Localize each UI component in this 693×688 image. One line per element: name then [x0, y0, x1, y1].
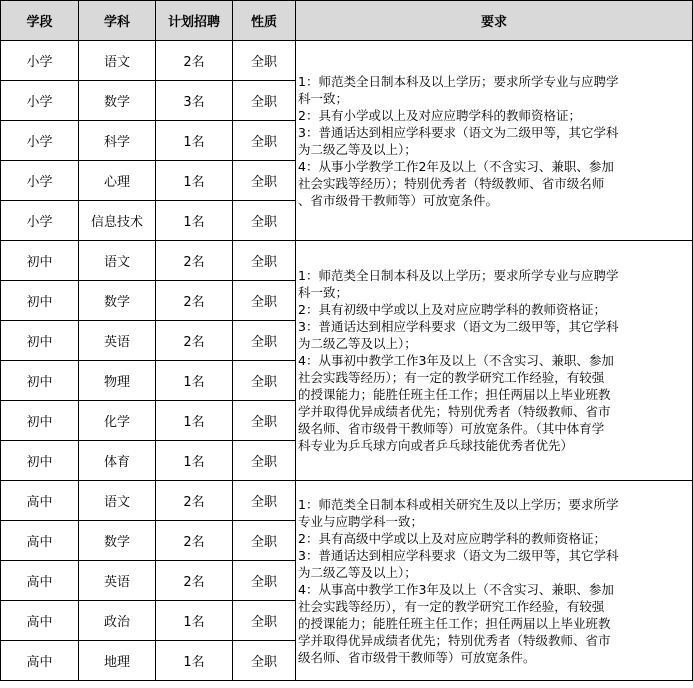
stage-cell: 小学	[1, 121, 79, 161]
stage-cell: 初中	[1, 401, 79, 441]
type-cell: 全职	[233, 201, 296, 241]
requirement-line: 4：从事小学教学工作2年及以上（不含实习、兼职、参加	[298, 158, 614, 174]
type-cell: 全职	[233, 441, 296, 481]
header-row	[1, 1, 693, 41]
requirement-line: 3：普通话达到相应学科要求（语文为二级甲等，其它学科	[298, 124, 619, 140]
requirement-line: 1：师范类全日制本科或相关研究生及以上学历；要求所学	[298, 496, 619, 512]
stage-cell: 初中	[1, 441, 79, 481]
requirement-line: 科一致；	[298, 285, 349, 300]
type-cell: 全职	[233, 401, 296, 441]
subject-cell: 数学	[79, 521, 156, 561]
count-cell: 2名	[156, 521, 233, 561]
header-planned-count: 计划招聘	[156, 1, 233, 41]
stage-cell: 小学	[1, 41, 79, 81]
header-subject: 学科	[79, 1, 156, 41]
count-cell: 1名	[156, 641, 233, 681]
count-cell: 2名	[156, 41, 233, 81]
requirement-line: 为二级乙等及以上）；	[298, 336, 417, 351]
stage-cell: 初中	[1, 361, 79, 401]
requirement-line: 级名师、省市级骨干教师等）可放宽条件。	[298, 649, 536, 665]
type-cell: 全职	[233, 281, 296, 321]
table-row	[1, 241, 693, 281]
count-cell: 1名	[156, 401, 233, 441]
requirement-line: 1：师范类全日制本科及以上学历；要求所学专业与应聘学	[298, 268, 619, 283]
count-cell: 2名	[156, 241, 233, 281]
type-cell: 全职	[233, 321, 296, 361]
stage-cell: 初中	[1, 241, 79, 281]
count-cell: 1名	[156, 601, 233, 641]
requirements-cell	[296, 481, 693, 681]
count-cell: 3名	[156, 81, 233, 121]
type-cell: 全职	[233, 601, 296, 641]
type-cell: 全职	[233, 361, 296, 401]
subject-cell: 体育	[79, 441, 156, 481]
subject-cell: 语文	[79, 241, 156, 281]
requirement-line: 专业与应聘学科一致；	[298, 513, 424, 529]
subject-cell: 英语	[79, 321, 156, 361]
requirement-line: 级名师、省市级骨干教师等）可放宽条件。（其中体育学	[298, 421, 605, 436]
requirement-line: 学并取得优异成绩者优先；特别优秀者（特级教师、省市	[298, 404, 611, 419]
subject-cell: 数学	[79, 81, 156, 121]
requirement-line: 2：具有高级中学或以上及对应应聘学科的教师资格证；	[298, 530, 606, 546]
requirement-line: 的授课能力；能胜任班主任工作；担任两届以上毕业班教	[298, 387, 611, 402]
requirement-line: 为二级乙等及以上）；	[298, 564, 417, 580]
stage-cell: 高中	[1, 561, 79, 601]
count-cell: 2名	[156, 281, 233, 321]
stage-cell: 初中	[1, 321, 79, 361]
requirement-line: 2：具有初级中学或以上及对应应聘学科的教师资格证；	[298, 302, 606, 317]
stage-cell: 初中	[1, 281, 79, 321]
type-cell: 全职	[233, 641, 296, 681]
requirement-line: 社会实践等经历）；特别优秀者（特级教师、省市级名师	[298, 175, 605, 191]
subject-cell: 政治	[79, 601, 156, 641]
requirement-line: 、省市级骨干教师等）可放宽条件。	[298, 192, 499, 208]
subject-cell: 英语	[79, 561, 156, 601]
type-cell: 全职	[233, 521, 296, 561]
stage-cell: 高中	[1, 481, 79, 521]
stage-cell: 高中	[1, 521, 79, 561]
type-cell: 全职	[233, 121, 296, 161]
type-cell: 全职	[233, 241, 296, 281]
subject-cell: 物理	[79, 361, 156, 401]
type-cell: 全职	[233, 481, 296, 521]
requirement-line: 科专业为乒乓球方向或者乒乓球技能优秀者优先）	[298, 438, 574, 453]
requirement-line: 学并取得优异成绩者优先；特别优秀者（特级教师、省市	[298, 632, 611, 648]
requirement-line: 3：普通话达到相应学科要求（语文为二级甲等，其它学科	[298, 547, 619, 563]
stage-cell: 小学	[1, 201, 79, 241]
count-cell: 1名	[156, 441, 233, 481]
requirement-line: 社会实践等经历），有一定的教学研究工作经验，有较强	[298, 598, 605, 614]
requirements-cell	[296, 241, 693, 481]
count-cell: 2名	[156, 561, 233, 601]
count-cell: 2名	[156, 481, 233, 521]
subject-cell: 语文	[79, 481, 156, 521]
type-cell: 全职	[233, 161, 296, 201]
requirement-line: 3：普通话达到相应学科要求（语文为二级甲等，其它学科	[298, 319, 619, 334]
type-cell: 全职	[233, 41, 296, 81]
requirement-line: 的授课能力；能胜任班主任工作；担任两届以上毕业班教	[298, 615, 611, 631]
requirement-line: 社会实践等经历）；有一定的教学研究工作经验，有较强	[298, 370, 605, 385]
subject-cell: 心理	[79, 161, 156, 201]
stage-cell: 小学	[1, 161, 79, 201]
header-stage: 学段	[1, 1, 79, 41]
requirement-line: 科一致；	[298, 90, 349, 106]
stage-cell: 高中	[1, 641, 79, 681]
subject-cell: 数学	[79, 281, 156, 321]
subject-cell: 化学	[79, 401, 156, 441]
table-row	[1, 41, 693, 81]
count-cell: 1名	[156, 201, 233, 241]
table-row	[1, 481, 693, 521]
requirement-line: 为二级乙等及以上）；	[298, 141, 417, 157]
stage-cell: 小学	[1, 81, 79, 121]
subject-cell: 地理	[79, 641, 156, 681]
header-requirements: 要求	[296, 1, 693, 41]
requirement-line: 1：师范类全日制本科及以上学历；要求所学专业与应聘学	[298, 73, 619, 89]
requirement-line: 2：具有小学或以上及对应应聘学科的教师资格证；	[298, 107, 581, 123]
subject-cell: 语文	[79, 41, 156, 81]
count-cell: 2名	[156, 321, 233, 361]
header-type: 性质	[233, 1, 296, 41]
requirements-cell	[296, 41, 693, 241]
requirement-line: 4：从事高中教学工作3年及以上（不含实习、兼职、参加	[298, 581, 614, 597]
requirement-line: 4：从事初中教学工作3年及以上（不含实习、兼职、参加	[298, 353, 614, 368]
type-cell: 全职	[233, 561, 296, 601]
count-cell: 1名	[156, 161, 233, 201]
count-cell: 1名	[156, 121, 233, 161]
stage-cell: 高中	[1, 601, 79, 641]
type-cell: 全职	[233, 81, 296, 121]
table-body	[1, 41, 693, 681]
subject-cell: 信息技术	[79, 201, 156, 241]
subject-cell: 科学	[79, 121, 156, 161]
count-cell: 1名	[156, 361, 233, 401]
